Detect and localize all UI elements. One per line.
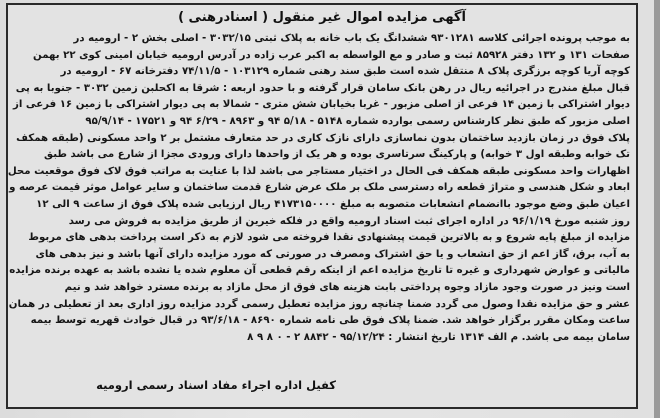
body-line: صفحات ۱۳۱ و ۱۳۲ دفتر ۸۵۹۲۸ ثبت و صادر و مع الواسطه به اکبر عرب زاده در آدرس ارومیه خیابان امینی کوی ۲۲ بهمن	[33, 49, 630, 61]
signature-line: کفیل اداره اجراء مفاد اسناد رسمی ارومیه	[96, 378, 336, 392]
body-line: تک خوابه وطبقه اول ۳ خوابه) و پارکینگ سرتاسری بوده و هر یک از واحدها دارای ورودی مجزا از شارع می باشد طبق	[44, 149, 630, 161]
body-line: قبال مبلغ مندرج در اجرائیه ریال در رهن بانک سامان قرار گرفته و با حدود اربعه : شرقا به اکحلبن زمین ۳۰۳۲ - جنوبا به پی	[15, 82, 630, 94]
body-line: عشر و حق مزایده نقدا وصول می گردد ضمنا چنانچه روز مزایده تعطیل رسمی گردد مزایده روز اداری بعد از تعطیلی در همان	[8, 298, 630, 310]
body-line: روز شنبه مورخ ۹۶/۱/۱۹ در اداره اجرای ثبت اسناد ارومیه واقع در فلکه خیرین از طریق مزایده به فروش می رسد	[68, 215, 630, 227]
body-line: به آب، برق، گاز اعم از حق انشعاب و یا حق اشتراک ومصرف در صورتی که مورد مزایده دارای آنها باشد و نیز بدهی های	[35, 248, 630, 260]
notice-body	[7, 31, 630, 346]
body-line: کوچه آریا کوچه برزگری پلاک ۸ منتقل شده است طبق سند رهنی شماره ۱۰۳۱۲۹ - ۷۴/۱۱/۵ دفترخانه ۶۷ - ارومیه در	[60, 66, 630, 78]
body-line: اظهارات واحد مسکونی طبقه همکف فی الحال در اختیار مستاجر می باشد لذا با عنایت به مراتب فوق لاک فوق موقعیت محل	[7, 165, 630, 177]
body-line: ابعاد و شکل هندسی و متراژ قطعه راه دسترسی ملک بر ملک عرض شارع قدمت ساختمان و سایر عوامل موثر قیمت عرصه و	[9, 182, 630, 194]
body-line: به موجب پرونده اجرائی کلاسه ۹۳۰۱۲۸۱ ششدانگ یک باب خانه به پلاک ثبتی ۳۰۳۲/۱۵ - اصلی بخش ۲ - ارومیه در	[73, 33, 630, 44]
page-edge	[654, 0, 660, 418]
body-line: است ونیز در صورت وجود مازاد وجوه پرداختی بابت هزینه های فوق از محل مازاد به برنده مسترد خواهد شد و نیم	[64, 281, 630, 293]
body-line: اصلی مزبور که طبق نظر کارشناس رسمی بوارده شماره ۵۱۴۸ - ۵/۱۸ ۹۴ و ۸۹۶۳ - ۶/۲۹ ۹۴ و ۱۷۵۲۱ - ۹۵/۹/۱۴	[85, 115, 630, 127]
notice-box	[6, 3, 638, 409]
body-line: مزایده از مبلغ پایه شروع و به بالاترین قیمت پیشنهادی نقدا فروخته می شود لازم به ذکر است پرداخت بدهی های مربوط	[28, 232, 630, 244]
body-line: دیوار اشتراکی با زمین ۱۴ فرعی از اصلی مزبور - غربا بخیابان شش متری - شمالا به پی دیوار اشتراکی با زمین ۱۶ فرعی از	[12, 99, 630, 111]
body-line: ساعت ومکان مقرر برگزار خواهد شد. ضمنا پلاک فوق طی نامه شماره ۸۶۹۰ - ۹۳/۶/۱۸ در قبال خوادث قهریه توسط بیمه	[30, 315, 630, 327]
body-line: مالیاتی و عوارض شهرداری و غیره تا تاریخ مزایده اعم از اینکه رقم قطعی آن معلوم شده یا نشده باشد به عهده برنده مزایده	[9, 265, 630, 277]
body-line: پلاک فوق در زمان بازدید ساختمان بدون نماسازی دارای نازک کاری در حد متعارف مشتمل بر ۲ واحد مسکونی (طبقه همکف	[16, 132, 630, 144]
notice-title: آگهی مزایده اموال غیر منقول ( اسنادرهنی )	[178, 10, 466, 25]
body-line: سامان بیمه می باشد. م الف ۱۳۱۴ تاریخ انتشار : ۹۵/۱۲/۲۴ - ۸۸۴۲ ۲ - ۰ ۸ ۹ ۸	[247, 331, 630, 343]
body-line: اعیان طبق وضع موجود باانضمام انشعابات متصوبه به مبلغ ۴۱۷۳۱۵۰۰۰۰ ریال ارزیابی شده پلاک فوق از ساعت ۹ الی ۱۲	[36, 198, 630, 210]
